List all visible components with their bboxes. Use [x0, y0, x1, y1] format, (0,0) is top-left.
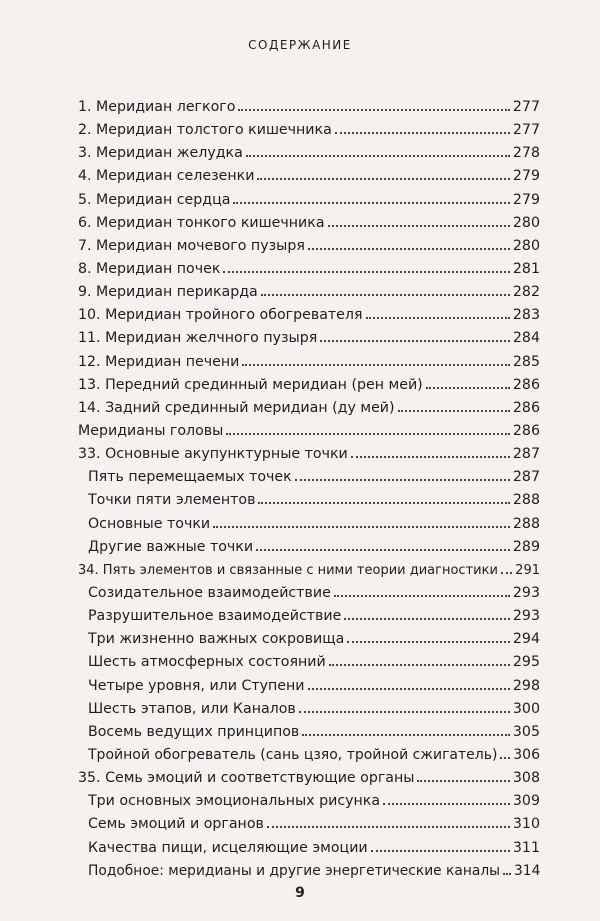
toc-entry-page: 309: [512, 793, 540, 810]
toc-entry-page: 305: [512, 723, 540, 740]
toc-entry-title: 6. Меридиан тонкого кишечника: [78, 214, 325, 231]
toc-entry[interactable]: [78, 165, 540, 188]
toc-entry-title: Другие важные точки: [88, 538, 254, 555]
toc-entry-title: 3. Меридиан желудка: [78, 145, 243, 162]
toc-entry-title: 34. Пять элементов и связанные с ними теории диагностики: [78, 562, 498, 578]
toc-entry-title: 4. Меридиан селезенки: [78, 168, 255, 185]
dot-leader: [334, 595, 510, 597]
toc-entry[interactable]: [78, 698, 540, 721]
toc-entry-page: 278: [512, 145, 540, 162]
toc-entry-page: 308: [512, 770, 540, 787]
toc-entry-title: 8. Меридиан почек: [78, 260, 221, 277]
toc-entry-title: Шесть этапов, или Каналов: [88, 700, 296, 717]
toc-entry[interactable]: [78, 837, 540, 860]
toc-entry-page: 298: [512, 677, 540, 694]
dot-leader: [500, 757, 510, 759]
toc-entry[interactable]: [78, 351, 540, 374]
toc-entry-page: 277: [512, 99, 540, 115]
toc-entry[interactable]: [78, 651, 540, 674]
toc-entry[interactable]: [78, 860, 540, 883]
toc-entry[interactable]: [78, 536, 540, 559]
dot-leader: [503, 873, 511, 875]
toc-entry-page: 284: [512, 330, 540, 347]
dot-leader: [258, 502, 509, 504]
toc-entry[interactable]: [78, 374, 540, 397]
toc-entry[interactable]: [78, 281, 540, 304]
table-of-contents: [78, 96, 540, 883]
toc-entry-title: 2. Меридиан толстого кишечника: [78, 122, 332, 139]
toc-entry-page: 280: [512, 237, 540, 254]
toc-entry-title: Восемь ведущих принципов: [88, 723, 300, 740]
dot-leader: [328, 225, 510, 227]
toc-chapter[interactable]: [78, 443, 540, 466]
toc-entry[interactable]: [78, 513, 540, 536]
toc-entry-title: Точки пяти элементов: [88, 492, 256, 509]
toc-entry-page: 287: [512, 446, 540, 463]
toc-entry-page: 288: [512, 515, 540, 532]
toc-entry[interactable]: [78, 189, 540, 212]
toc-entry-title: Четыре уровня, или Ступени: [88, 677, 305, 694]
toc-entry[interactable]: [78, 466, 540, 489]
toc-chapter[interactable]: [78, 559, 540, 582]
dot-leader: [233, 202, 509, 204]
toc-entry-page: 280: [512, 214, 540, 231]
toc-entry[interactable]: [78, 582, 540, 605]
toc-entry[interactable]: [78, 96, 540, 119]
toc-entry[interactable]: [78, 119, 540, 142]
toc-entry[interactable]: [78, 258, 540, 281]
dot-leader: [417, 780, 509, 782]
toc-entry[interactable]: [78, 744, 540, 767]
toc-entry[interactable]: [78, 235, 540, 258]
dot-leader: [299, 711, 510, 713]
running-header: СОДЕРЖАНИЕ: [248, 38, 352, 52]
toc-entry-title: Разрушительное взаимодействие: [88, 608, 342, 625]
dot-leader: [320, 340, 510, 342]
toc-entry-title: 35. Семь эмоций и соответствующие органы: [78, 770, 415, 787]
toc-entry-title: 14. Задний срединный меридиан (ду мей): [78, 399, 395, 416]
toc-entry-title: Три жизненно важных сокровища: [88, 631, 345, 648]
toc-entry-page: 283: [512, 307, 540, 324]
toc-entry-page: 286: [512, 422, 540, 439]
toc-entry-page: 279: [512, 168, 540, 185]
toc-entry-page: 288: [512, 492, 540, 509]
toc-entry[interactable]: [78, 628, 540, 651]
toc-entry[interactable]: [78, 304, 540, 327]
dot-leader: [308, 248, 510, 250]
toc-entry-page: 300: [512, 700, 540, 717]
toc-entry-title: Три основных эмоциональных рисунка: [88, 793, 381, 810]
toc-entry-title: Подобное: меридианы и другие энергетические каналы: [88, 862, 501, 879]
toc-entry[interactable]: [78, 813, 540, 836]
dot-leader: [246, 155, 510, 157]
dot-leader: [261, 294, 510, 296]
toc-entry[interactable]: [78, 605, 540, 628]
toc-entry-title: 9. Меридиан перикарда: [78, 284, 258, 301]
dot-leader: [351, 456, 510, 458]
dot-leader: [366, 317, 510, 319]
toc-entry[interactable]: [78, 420, 540, 443]
dot-leader: [501, 572, 512, 574]
toc-entry-page: 314: [514, 862, 541, 879]
toc-entry[interactable]: [78, 790, 540, 813]
dot-leader: [226, 433, 510, 435]
toc-chapter[interactable]: [78, 767, 540, 790]
toc-entry-page: 293: [512, 584, 540, 601]
toc-entry-title: 5. Меридиан сердца: [78, 191, 231, 208]
toc-entry-title: Пять перемещаемых точек: [88, 469, 292, 486]
dot-leader: [257, 178, 509, 180]
dot-leader: [302, 734, 510, 736]
dot-leader: [238, 109, 510, 111]
dot-leader: [383, 803, 510, 805]
toc-entry-page: 282: [512, 284, 540, 301]
dot-leader: [426, 387, 510, 389]
dot-leader: [213, 526, 510, 528]
toc-entry-title: Семь эмоций и органов: [88, 816, 264, 833]
toc-entry-title: 33. Основные акупунктурные точки: [78, 446, 348, 463]
toc-entry-page: 289: [512, 538, 540, 555]
dot-leader: [398, 410, 510, 412]
toc-entry-title: Качества пищи, исцеляющие эмоции: [88, 839, 368, 856]
dot-leader: [371, 850, 510, 852]
toc-entry-page: 311: [512, 839, 540, 856]
toc-entry-title: 11. Меридиан желчного пузыря: [78, 330, 318, 347]
toc-entry-title: Созидательное взаимодействие: [88, 584, 331, 601]
toc-entry-title: 7. Меридиан мочевого пузыря: [78, 237, 305, 254]
dot-leader: [295, 479, 510, 481]
dot-leader: [335, 132, 510, 134]
toc-entry-title: 10. Меридиан тройного обогревателя: [78, 307, 363, 324]
toc-entry-page: 306: [513, 746, 540, 763]
toc-entry-page: 294: [512, 631, 540, 648]
toc-entry-title: 13. Передний срединный меридиан (рен мей): [78, 376, 423, 393]
toc-entry[interactable]: [78, 327, 540, 350]
toc-entry-title: Меридианы головы: [78, 422, 224, 439]
toc-entry[interactable]: [78, 142, 540, 165]
toc-entry-page: 287: [512, 469, 540, 486]
toc-entry-page: 279: [512, 191, 540, 208]
toc-entry-page: 295: [512, 654, 540, 671]
toc-entry[interactable]: [78, 489, 540, 512]
toc-entry-title: 12. Меридиан печени: [78, 353, 240, 370]
toc-entry[interactable]: [78, 721, 540, 744]
page-number: 9: [295, 885, 305, 901]
toc-entry-page: 293: [512, 608, 540, 625]
toc-entry-title: Тройной обогреватель (сань цзяо, тройной сжигатель): [88, 746, 498, 763]
toc-entry-page: 291: [515, 562, 540, 578]
toc-entry-page: 285: [512, 353, 540, 370]
dot-leader: [329, 664, 510, 666]
dot-leader: [223, 271, 510, 273]
dot-leader: [256, 549, 510, 551]
toc-entry[interactable]: [78, 212, 540, 235]
toc-entry-title: Шесть атмосферных состояний: [88, 654, 326, 671]
dot-leader: [242, 364, 510, 366]
toc-entry-page: 310: [512, 816, 540, 833]
toc-entry-page: 277: [512, 122, 540, 139]
toc-entry-title: 1. Меридиан легкого: [78, 99, 236, 115]
dot-leader: [308, 688, 510, 690]
toc-entry-title: Основные точки: [88, 515, 211, 532]
toc-entry-page: 281: [512, 260, 540, 277]
toc-entry[interactable]: [78, 397, 540, 420]
dot-leader: [344, 618, 510, 620]
toc-entry-page: 286: [512, 376, 540, 393]
toc-entry-page: 286: [512, 399, 540, 416]
dot-leader: [347, 641, 510, 643]
toc-entry[interactable]: [78, 675, 540, 698]
dot-leader: [267, 826, 510, 828]
